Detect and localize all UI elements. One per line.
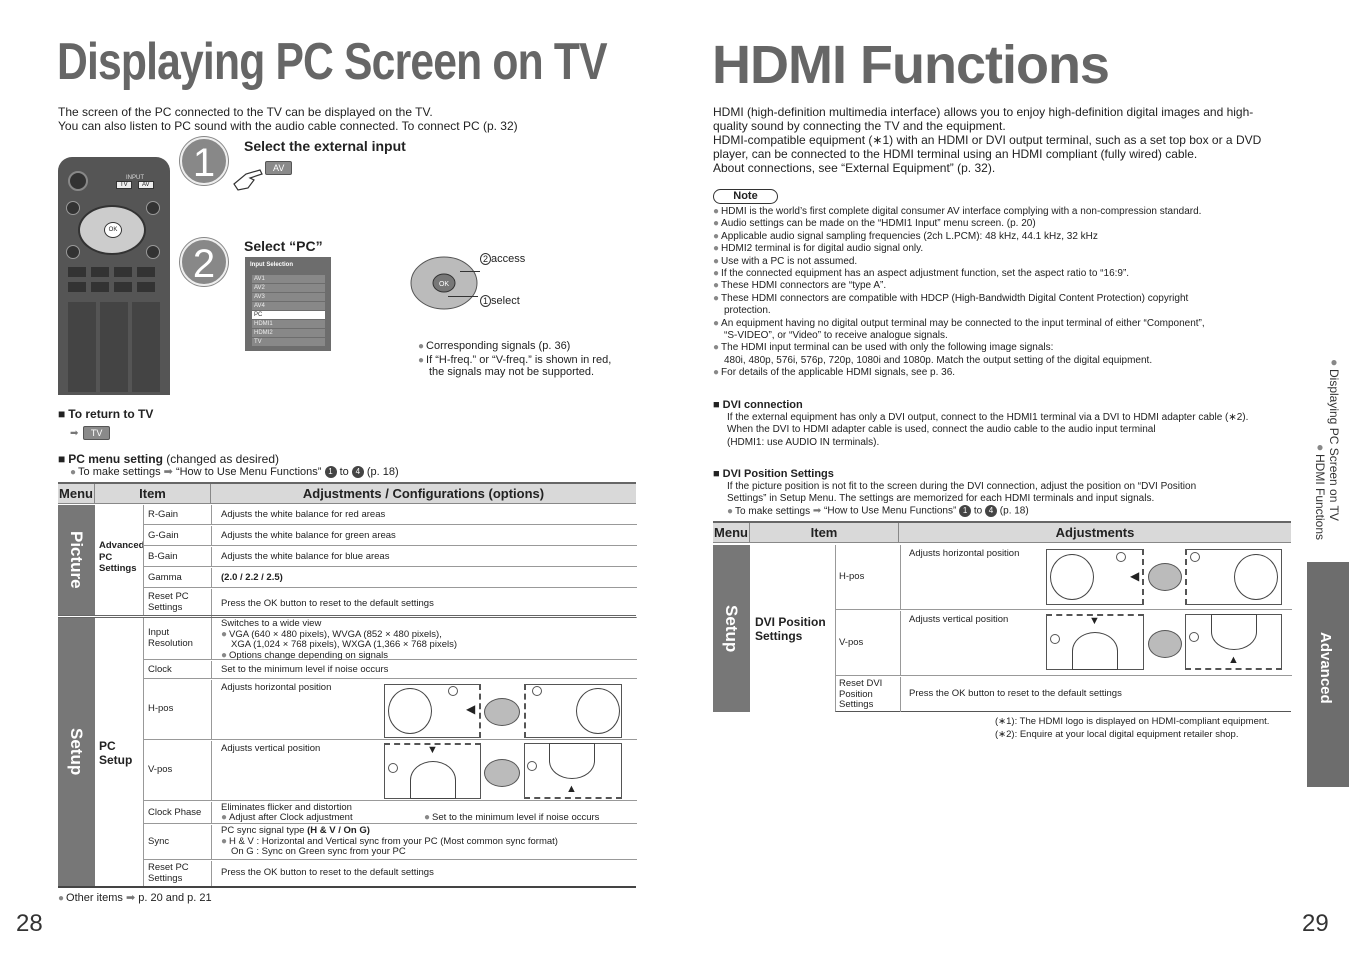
dvi-connection-text: If the external equipment has only a DVI output, connect to the HDMI1 terminal via a DVI to HDMI adapter cable (∗2). When the DVI to HDMI adapter cable is used, connect the audio cable to the audio input terminal (HDMI1: use AUDIO IN terminals). [727, 412, 1249, 448]
remote-control-illustration [58, 157, 170, 395]
row-value: Adjusts the white balance for blue areas [221, 551, 390, 562]
page-number-right: 29 [1302, 910, 1329, 937]
table-row: Clock Set to the minimum level if noise occurs [144, 661, 637, 679]
side-tab-label: Advanced [1317, 632, 1334, 704]
row-item: Reset PC Settings [148, 591, 189, 613]
table-row: H-pos Adjusts horizontal position ◀ [144, 680, 637, 740]
howto-right: ● To make settings ➡ “How to Use Menu Functions” 1 to 4 (p. 18) [727, 505, 1029, 517]
intro-line-2: You can also listen to PC sound with the audio cable connected. To connect PC (p. 32) [58, 119, 518, 133]
note-item: ● For details of the applicable HDMI signals, see p. 36. [713, 367, 1293, 379]
table-row: Input Resolution Switches to a wide view ● VGA (640 × 480 pixels), WVGA (852 × 480 pixels), XGA (1,024 × 768 pixels), WXGA (1,366 × 768 pixels) ● Options change depending on signals [144, 618, 637, 660]
page-number-left: 28 [16, 910, 43, 937]
dvi-vpos-diagram-icon: ▼ ▲ [1046, 614, 1286, 672]
note-badge: Note [713, 189, 778, 204]
dvi-connection-title: ■ DVI connection [713, 399, 803, 412]
step-2-label: Select “PC” [244, 238, 323, 254]
table-row [144, 568, 637, 588]
hpos-diagram-icon: ◀ [384, 684, 634, 738]
remote-av-key: AV [138, 181, 154, 189]
access-label: 2 access [480, 253, 525, 266]
hdmi-intro: HDMI (high-definition multimedia interface) allows you to enjoy high-definition digital images and high- quality sound by connecting the TV and the equipment. HDMI-compatible equipment (∗1) with an HDMI or DVI output terminal, such as a set top box or a DVD player, can be connected to the HDMI terminal using an HDMI compliant (fully wired) cable. About connections, see “External Equipment” (p. 32). [713, 105, 1262, 175]
note-item: “S-VIDEO”, or “Video” to receive analogue signals. [724, 330, 948, 342]
dvi-table-header: Menu Item Adjustments [713, 521, 1291, 543]
menu-setup-right: Setup [713, 545, 750, 712]
note-item: ● Audio settings can be made on the “HDMI1 Input” menu screen. (p. 20) [713, 218, 1293, 230]
intro-line-1: The screen of the PC connected to the TV can be displayed on the TV. [58, 105, 433, 119]
row-value: Press the OK button to reset to the default settings [221, 598, 434, 609]
side-tab-advanced[interactable] [1307, 562, 1349, 787]
return-to-tv-step: ➡ TV [70, 423, 110, 441]
remote-tv-key: TV [116, 181, 132, 189]
input-option-tv[interactable]: TV [252, 338, 325, 346]
signals-note-1: ● Corresponding signals (p. 36) [418, 340, 570, 354]
dvi-position-text: If the picture position is not fit to the screen during the DVI connection, adjust the position on “DVI Position Settings” in Setup Menu. The settings are memorized for each HDMI terminals and input signals. [727, 481, 1197, 505]
page-title-left: Displaying PC Screen on TV [57, 33, 607, 91]
notes-list [713, 206, 1293, 380]
table-row: V-pos Adjusts vertical position ▼ ▲ [144, 741, 637, 801]
signals-note-3: the signals may not be supported. [429, 366, 595, 378]
row-value: Adjusts the white balance for red areas [221, 509, 386, 520]
dvi-rows [835, 545, 1291, 712]
table-row [144, 526, 637, 546]
note-item: ● If the connected equipment has an aspect adjustment function, set the aspect ratio to “16:9”. [713, 268, 1293, 280]
note-item: ● The HDMI input terminal can be used with only the following image signals: [713, 342, 1293, 354]
other-items: ● Other items ➡ p. 20 and p. 21 [58, 892, 212, 906]
signals-note-2: ● If “H-freq.” or “V-freq.” is shown in red, [418, 354, 611, 368]
vpos-diagram-icon: ▼ ▲ [384, 743, 634, 801]
input-option-hdmi2[interactable]: HDMI2 [252, 329, 325, 337]
step-1-label: Select the external input [244, 138, 406, 154]
pc-menu-title: ■ PC menu setting (changed as desired) [58, 452, 279, 466]
input-selection-title: Input Selection [250, 262, 294, 268]
dpad-icon [78, 205, 146, 255]
row-value: (2.0 / 2.2 / 2.5) [221, 572, 283, 583]
dvi-position-settings: DVI Position Settings [755, 615, 826, 643]
pc-setup: PC Setup [99, 739, 133, 767]
input-option-hdmi1[interactable]: HDMI1 [252, 320, 325, 328]
table-row [144, 505, 637, 525]
note-item: ● These HDMI connectors are “type A”. [713, 280, 1293, 292]
note-item: ● HDMI2 terminal is for digital audio signal only. [713, 243, 1293, 255]
note-item: 480i, 480p, 576i, 576p, 720p, 1080i and 1080p. Match the output setting of the digital equipment. [724, 354, 1153, 366]
howto-left: ● To make settings ➡ “How to Use Menu Functions” 1 to 4 (p. 18) [70, 466, 399, 480]
table-row: Reset DVI Position Settings Press the OK button to reset to the default settings [839, 678, 1122, 710]
advanced-pc-settings: Advanced PC Settings [99, 540, 145, 574]
table-row: Sync PC sync signal type (H & V / On G) ● H & V : Horizontal and Vertical sync from your PC (Most common sync format) On G : Sync on Green sync from your PC [144, 825, 637, 860]
setup-rows [143, 618, 636, 886]
dvi-hpos-diagram-icon: ◀ [1046, 549, 1286, 605]
footnote-1: (∗1): The HDMI logo is displayed on HDMI-compliant equipment. [995, 716, 1270, 727]
table-row [144, 547, 637, 567]
picture-rows [143, 505, 636, 615]
col-item: Item [95, 484, 211, 503]
input-option-av2[interactable]: AV2 [252, 284, 325, 292]
row-item: Gamma [148, 572, 182, 583]
side-nav [1305, 355, 1349, 560]
step-2-badge: 2 [180, 238, 228, 286]
step-1-badge: 1 [180, 137, 228, 185]
av-button-label: AV [265, 161, 292, 175]
return-to-tv-title: ■ To return to TV [58, 407, 153, 421]
input-option-pc[interactable]: PC [252, 311, 325, 319]
note-item: ● These HDMI connectors are compatible with HDCP (High-Bandwidth Digital Content Protection) copyright [713, 293, 1293, 305]
note-item: protection. [724, 305, 771, 317]
page-title-right: HDMI Functions [712, 35, 1109, 95]
row-item: B-Gain [148, 551, 178, 562]
table-row: Clock Phase Eliminates flicker and distortion ● Adjust after Clock adjustment ● Set to the minimum level if noise occurs [144, 802, 637, 824]
tv-button-label: TV [83, 426, 111, 440]
note-item: ● Applicable audio signal sampling frequencies (2ch L.PCM): 48 kHz, 44.1 kHz, 32 kHz [713, 231, 1293, 243]
row-item: R-Gain [148, 509, 179, 520]
pc-menu-table [58, 482, 636, 504]
side-nav-current: ●Displaying PC Screen on TV [1327, 355, 1341, 521]
input-selection-menu [245, 257, 331, 351]
row-item: G-Gain [148, 530, 179, 541]
table-row: V-pos Adjusts vertical position ▼ ▲ [836, 611, 1292, 676]
row-value: Adjusts the white balance for green areas [221, 530, 396, 541]
table-row: H-pos Adjusts horizontal position ◀ [836, 545, 1292, 610]
col-adjustments: Adjustments / Configurations (options) [302, 486, 545, 501]
svg-text:OK: OK [438, 281, 450, 288]
menu-picture: Picture [58, 505, 95, 615]
dvi-position-title: ■ DVI Position Settings [713, 468, 834, 481]
input-label: INPUT [126, 175, 144, 181]
table-row: Reset PC Settings Press the OK button to reset to the default settings [144, 861, 637, 886]
note-item: ● Use with a PC is not assumed. [713, 256, 1293, 268]
menu-setup: Setup [58, 618, 95, 886]
input-option-av1[interactable]: AV1 [252, 275, 325, 283]
table-header [58, 482, 636, 504]
power-button-icon [68, 171, 88, 191]
note-item: ● An equipment having no digital output terminal may be connected to the input terminal of either “Component”, [713, 318, 1293, 330]
side-nav-hdmi: ●HDMI Functions [1313, 440, 1327, 541]
hand-pointer-icon [232, 162, 268, 192]
table-row [144, 589, 637, 618]
input-option-av3[interactable]: AV3 [252, 293, 325, 301]
col-menu: Menu [58, 484, 95, 503]
input-option-av4[interactable]: AV4 [252, 302, 325, 310]
note-item: ● HDMI is the world’s first complete digital consumer AV interface complying with a non-compression standard. [713, 206, 1293, 218]
select-label: 1 select [480, 295, 520, 308]
footnote-2: (∗2): Enquire at your local digital equipment retailer shop. [995, 729, 1239, 740]
ok-key: OK [104, 222, 122, 238]
